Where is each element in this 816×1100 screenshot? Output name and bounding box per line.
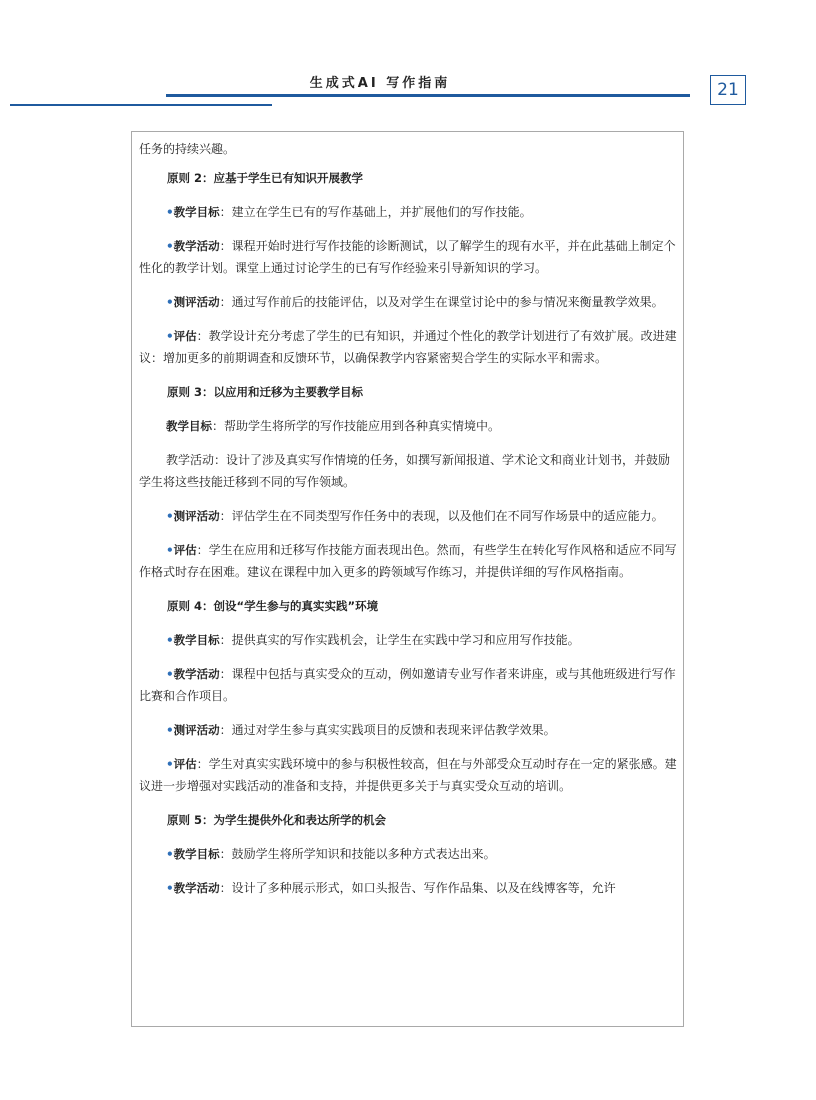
principle-3-heading: 原则 3：以应用和迁移为主要教学目标 xyxy=(167,385,364,399)
bullet-icon: • xyxy=(166,543,174,557)
principle-4-assessment xyxy=(139,719,677,741)
item-text: ：评估学生在不同类型写作任务中的表现，以及他们在不同写作场景中的适应能力。 xyxy=(219,509,664,523)
principle-2-activity xyxy=(139,235,677,279)
bullet-icon: • xyxy=(166,329,174,343)
item-label: 教学活动 xyxy=(173,881,220,895)
principle-3-assessment xyxy=(139,505,677,527)
page-number: 21 xyxy=(710,75,746,105)
item-label: 教学活动： xyxy=(166,453,227,467)
principle-2-evaluation xyxy=(139,325,677,369)
bullet-icon: • xyxy=(166,667,174,681)
item-text: 设计了涉及真实写作情境的任务，如撰写新闻报道、学术论文和商业计划书，并鼓励学生将这些技能迁移到不同的写作领域。 xyxy=(139,453,671,489)
item-text: ：帮助学生将所学的写作技能应用到各种真实情境中。 xyxy=(212,419,501,433)
item-label: 教学目标 xyxy=(173,847,220,861)
item-text: ：学生在应用和迁移写作技能方面表现出色。然而，有些学生在转化写作风格和适应不同写作格式时存在困难。建议在课程中加入更多的跨领域写作练习，并提供详细的写作风格指南。 xyxy=(139,543,677,579)
principle-4-goal xyxy=(139,629,677,651)
item-label: 教学目标 xyxy=(173,633,220,647)
item-label: 测评活动 xyxy=(173,723,220,737)
bullet-icon: • xyxy=(166,757,174,771)
item-label: 教学活动 xyxy=(173,667,220,681)
continuation-text: 任务的持续兴趣。 xyxy=(139,142,236,156)
principle-5-heading: 原则 5：为学生提供外化和表达所学的机会 xyxy=(167,813,387,827)
principle-4-evaluation xyxy=(139,753,677,797)
item-label: 教学活动 xyxy=(173,239,220,253)
bullet-icon: • xyxy=(166,205,174,219)
item-text: ：提供真实的写作实践机会，让学生在实践中学习和应用写作技能。 xyxy=(219,633,580,647)
principle-2-assessment xyxy=(139,291,677,313)
bullet-icon: • xyxy=(166,509,174,523)
principle-3-evaluation xyxy=(139,539,677,583)
bullet-icon: • xyxy=(166,881,174,895)
bullet-icon: • xyxy=(166,723,174,737)
item-label: 教学目标 xyxy=(166,419,212,433)
item-text: ：通过对学生参与真实实践项目的反馈和表现来评估教学效果。 xyxy=(219,723,556,737)
principle-3-goal xyxy=(139,415,677,437)
item-text: ：教学设计充分考虑了学生的已有知识，并通过个性化的教学计划进行了有效扩展。改进建议：增加更多的前期调查和反馈环节，以确保教学内容紧密契合学生的实际水平和需求。 xyxy=(139,329,677,365)
principle-2-goal xyxy=(139,201,677,223)
item-text: ：设计了多种展示形式，如口头报告、写作作品集、以及在线博客等，允许 xyxy=(219,881,616,895)
item-label: 评估 xyxy=(173,329,197,343)
item-label: 教学目标 xyxy=(173,205,220,219)
item-text: ：建立在学生已有的写作基础上，并扩展他们的写作技能。 xyxy=(219,205,532,219)
principle-4-activity xyxy=(139,663,677,707)
running-header-title: 生成式AI 写作指南 xyxy=(309,76,451,91)
header-rule-left xyxy=(10,104,272,106)
item-label: 测评活动 xyxy=(173,509,220,523)
bullet-icon: • xyxy=(166,847,174,861)
item-text: ：通过写作前后的技能评估，以及对学生在课堂讨论中的参与情况来衡量教学效果。 xyxy=(219,295,664,309)
item-label: 测评活动 xyxy=(173,295,220,309)
item-text: ：学生对真实实践环境中的参与积极性较高，但在与外部受众互动时存在一定的紧张感。建议进一步增强对实践活动的准备和支持，并提供更多关于与真实受众互动的培训。 xyxy=(139,757,677,793)
content-body xyxy=(139,138,677,911)
bullet-icon: • xyxy=(166,295,174,309)
principle-5-goal xyxy=(139,843,677,865)
bullet-icon: • xyxy=(166,633,174,647)
principle-5-activity xyxy=(139,877,677,899)
header-rule xyxy=(166,94,690,97)
principle-3-activity xyxy=(139,449,677,493)
principle-2-heading: 原则 2：应基于学生已有知识开展教学 xyxy=(167,171,364,185)
item-text: ：课程开始时进行写作技能的诊断测试，以了解学生的现有水平，并在此基础上制定个性化的教学计划。课堂上通过讨论学生的已有写作经验来引导新知识的学习。 xyxy=(139,239,676,275)
item-text: ：鼓励学生将所学知识和技能以多种方式表达出来。 xyxy=(219,847,496,861)
item-text: ：课程中包括与真实受众的互动，例如邀请专业写作者来讲座，或与其他班级进行写作比赛和合作项目。 xyxy=(139,667,676,703)
item-label: 评估 xyxy=(173,757,197,771)
principle-4-heading: 原则 4：创设“学生参与的真实实践”环境 xyxy=(167,599,379,613)
bullet-icon: • xyxy=(166,239,174,253)
item-label: 评估 xyxy=(173,543,197,557)
